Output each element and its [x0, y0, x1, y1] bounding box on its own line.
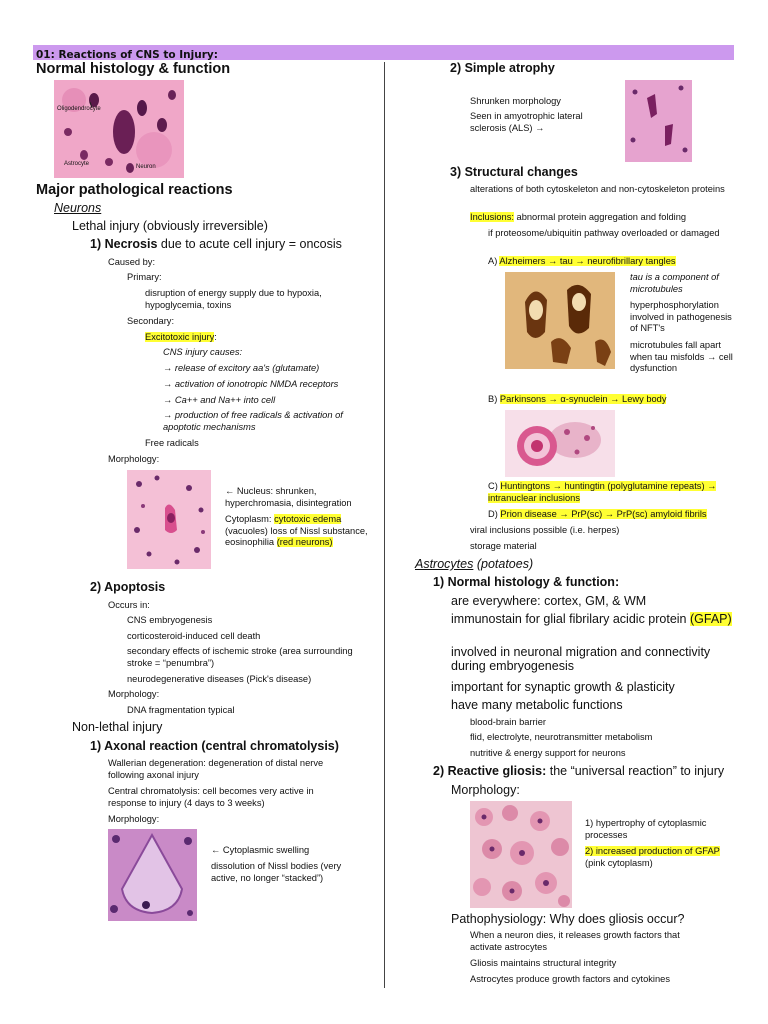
central-chromatolysis-text: Central chromatolysis: cell becomes very active in response to injury (4 days to 3 weeks) — [108, 786, 314, 808]
lewy-body-image — [505, 410, 615, 477]
huntingtons-line — [488, 481, 743, 504]
red-neurons-highlight: (red neurons) — [276, 537, 333, 547]
cause-3: → Ca++ and Na++ into cell — [163, 395, 276, 405]
migration-text: involved in neuronal migration and connectivity during embryogenesis — [451, 645, 711, 673]
gliosis-image — [470, 801, 572, 908]
inclusions-rest: abnormal protein aggregation and folding — [513, 212, 687, 222]
gfap-highlight: (GFAP) — [689, 612, 732, 626]
parkinsons-prefix: B) — [488, 394, 500, 404]
reactive-gliosis-title: 2) Reactive gliosis: — [433, 764, 547, 778]
bbb-text: blood-brain barrier — [470, 717, 546, 727]
excitotoxic-colon: : — [214, 332, 217, 342]
astrocytes-heading — [415, 557, 533, 571]
atrophy-image — [625, 80, 692, 162]
dna-fragmentation: DNA fragmentation typical — [127, 705, 235, 715]
reactive-gliosis-heading — [433, 764, 724, 778]
fluid-text: flid, electrolyte, neurotransmitter metabolism — [470, 732, 653, 742]
section-header — [33, 45, 734, 60]
morphology-1: Morphology: — [108, 454, 160, 464]
cytoplasm-pre: Cytoplasm: — [225, 514, 275, 524]
oligodendrocyte-label: Oligodendrocyte — [57, 106, 101, 112]
gfap-production-highlight: 2) increased production of GFAP — [585, 846, 720, 856]
parkinsons-highlight: Parkinsons → α-synuclein → Lewy body — [499, 394, 667, 404]
parkinsons-line — [488, 394, 666, 406]
nissl-dissolution: dissolution of Nissl bodies (very active, no longer “stacked”) — [211, 861, 342, 883]
prion-prefix: D) — [488, 509, 501, 519]
free-radicals: Free radicals — [145, 438, 199, 448]
normal-histology-heading: Normal histology & function — [36, 61, 231, 77]
prion-highlight: Prion disease → PrP(sc) → PrP(sc) amyloid fibrils — [500, 509, 707, 519]
morphology-3: Morphology: — [108, 814, 160, 824]
pathophysiology-text: Pathophysiology: Why does gliosis occur? — [451, 912, 685, 926]
immunostain-pre: immunostain for glial fibrilary acidic protein — [451, 612, 690, 626]
necrosis-title: 1) Necrosis — [90, 237, 158, 251]
apoptosis-1: CNS embryogenesis — [127, 615, 213, 625]
cause-4: → production of free radicals & activation of apoptotic mechanisms — [163, 410, 343, 432]
major-reactions-heading: Major pathological reactions — [36, 182, 233, 198]
hypertrophy-text: 1) hypertrophy of cytoplasmic processes — [585, 818, 707, 840]
hyperphosphorylation-text: hyperphosphorylation involved in pathogenesis of NFT's — [630, 300, 732, 333]
proteosome-text: if proteosome/ubiquitin pathway overloaded or damaged — [488, 228, 720, 238]
microtubules-text: microtubules fall apart when tau misfolds → cell dysfunction — [630, 340, 733, 373]
cytotoxic-edema-highlight: cytotoxic edema — [274, 514, 342, 524]
section-header-text: 01: Reactions of CNS to Injury: — [36, 49, 218, 61]
als-text: Seen in amyotrophic lateral sclerosis (ALS) → — [470, 111, 583, 133]
necrosis-image — [127, 470, 211, 569]
patho-3: Astrocytes produce growth factors and cytokines — [470, 974, 670, 984]
storage-material: storage material — [470, 541, 537, 551]
column-divider — [384, 62, 385, 988]
secondary-label: Secondary: — [127, 316, 175, 326]
nutritive-text: nutritive & energy support for neurons — [470, 748, 626, 758]
shrunken-morphology: Shrunken morphology — [470, 96, 561, 106]
chromatolysis-image — [108, 829, 197, 921]
cytoplasmic-swelling: ← Cytoplasmic swelling — [211, 845, 310, 855]
alzheimers-line — [488, 256, 676, 268]
necrosis-rest: due to acute cell injury = oncosis — [157, 237, 342, 251]
alterations-text: alterations of both cytoskeleton and non-cytoskeleton proteins — [470, 184, 725, 194]
cause-1: → release of excitory aa's (glutamate) — [163, 363, 320, 373]
patho-1: When a neuron dies, it releases growth factors that activate astrocytes — [470, 930, 680, 952]
synaptic-text: important for synaptic growth & plasticity — [451, 680, 675, 694]
atrophy-heading: 2) Simple atrophy — [450, 61, 555, 75]
astrocyte-label: Astrocyte — [64, 161, 90, 167]
reactive-gliosis-rest: the “universal reaction” to injury — [546, 764, 725, 778]
normal-histology-image — [54, 80, 184, 178]
astrocytes-label: Astrocytes — [415, 557, 474, 571]
cytoplasm-text — [225, 514, 375, 549]
potatoes-label: (potatoes) — [473, 557, 534, 571]
gfap-production-text — [585, 846, 740, 869]
apoptosis-2: corticosteroid-induced cell death — [127, 631, 261, 641]
alzheimers-prefix: A) — [488, 256, 500, 266]
prion-line — [488, 509, 707, 521]
nonlethal-injury: Non-lethal injury — [72, 720, 163, 734]
morphology-2: Morphology: — [108, 689, 160, 699]
metabolic-text: have many metabolic functions — [451, 698, 623, 712]
excitotoxic-line — [145, 332, 217, 344]
neurons-subheading: Neurons — [54, 201, 102, 215]
alzheimers-highlight: Alzheimers → tau → neurofibrillary tangles — [499, 256, 676, 266]
viral-inclusions: viral inclusions possible (i.e. herpes) — [470, 525, 620, 535]
inclusions-line — [470, 212, 686, 224]
necrosis-heading — [90, 237, 342, 251]
primary-label: Primary: — [127, 272, 162, 282]
structural-heading: 3) Structural changes — [450, 165, 578, 179]
axonal-heading: 1) Axonal reaction (central chromatolysis) — [90, 739, 339, 753]
astro-normal-heading: 1) Normal histology & function: — [433, 575, 620, 589]
cause-2: → activation of ionotropic NMDA receptors — [163, 379, 339, 389]
patho-2: Gliosis maintains structural integrity — [470, 958, 617, 968]
caused-by: Caused by: — [108, 257, 156, 267]
huntingtons-prefix: C) — [488, 481, 501, 491]
primary-text: disruption of energy supply due to hypoxia, hypoglycemia, toxins — [145, 288, 322, 310]
neuron-label: Neuron — [136, 164, 156, 170]
wallerian-text: Wallerian degeneration: degeneration of distal nerve following axonal injury — [108, 758, 324, 780]
occurs-in: Occurs in: — [108, 600, 150, 610]
tangles-image — [505, 272, 615, 369]
inclusions-highlight: Inclusions: — [470, 212, 514, 222]
cytoplasm-mid: (vacuoles) loss of Nissl substance, eosinophilia — [225, 525, 368, 547]
immunostain-text — [451, 612, 741, 626]
lethal-injury: Lethal injury (obviously irreversible) — [72, 219, 268, 233]
everywhere-text: are everywhere: cortex, GM, & WM — [451, 594, 647, 608]
apoptosis-3: secondary effects of ischemic stroke (area surrounding stroke = “penumbra”) — [127, 646, 353, 668]
nucleus-text: ← Nucleus: shrunken, hyperchromasia, disintegration — [225, 486, 352, 508]
excitotoxic-highlight: Excitotoxic injury — [145, 332, 215, 342]
huntingtons-highlight: Huntingtons → huntingtin (polyglutamine repeats) → intranuclear inclusions — [488, 481, 717, 503]
apoptosis-heading: 2) Apoptosis — [90, 580, 166, 594]
tau-text: tau is a component of microtubules — [630, 272, 719, 294]
apoptosis-4: neurodegenerative diseases (Pick's disease) — [127, 674, 312, 684]
cns-causes: CNS injury causes: — [163, 347, 243, 357]
morphology-4: Morphology: — [451, 783, 520, 797]
pink-cytoplasm: (pink cytoplasm) — [585, 857, 653, 868]
